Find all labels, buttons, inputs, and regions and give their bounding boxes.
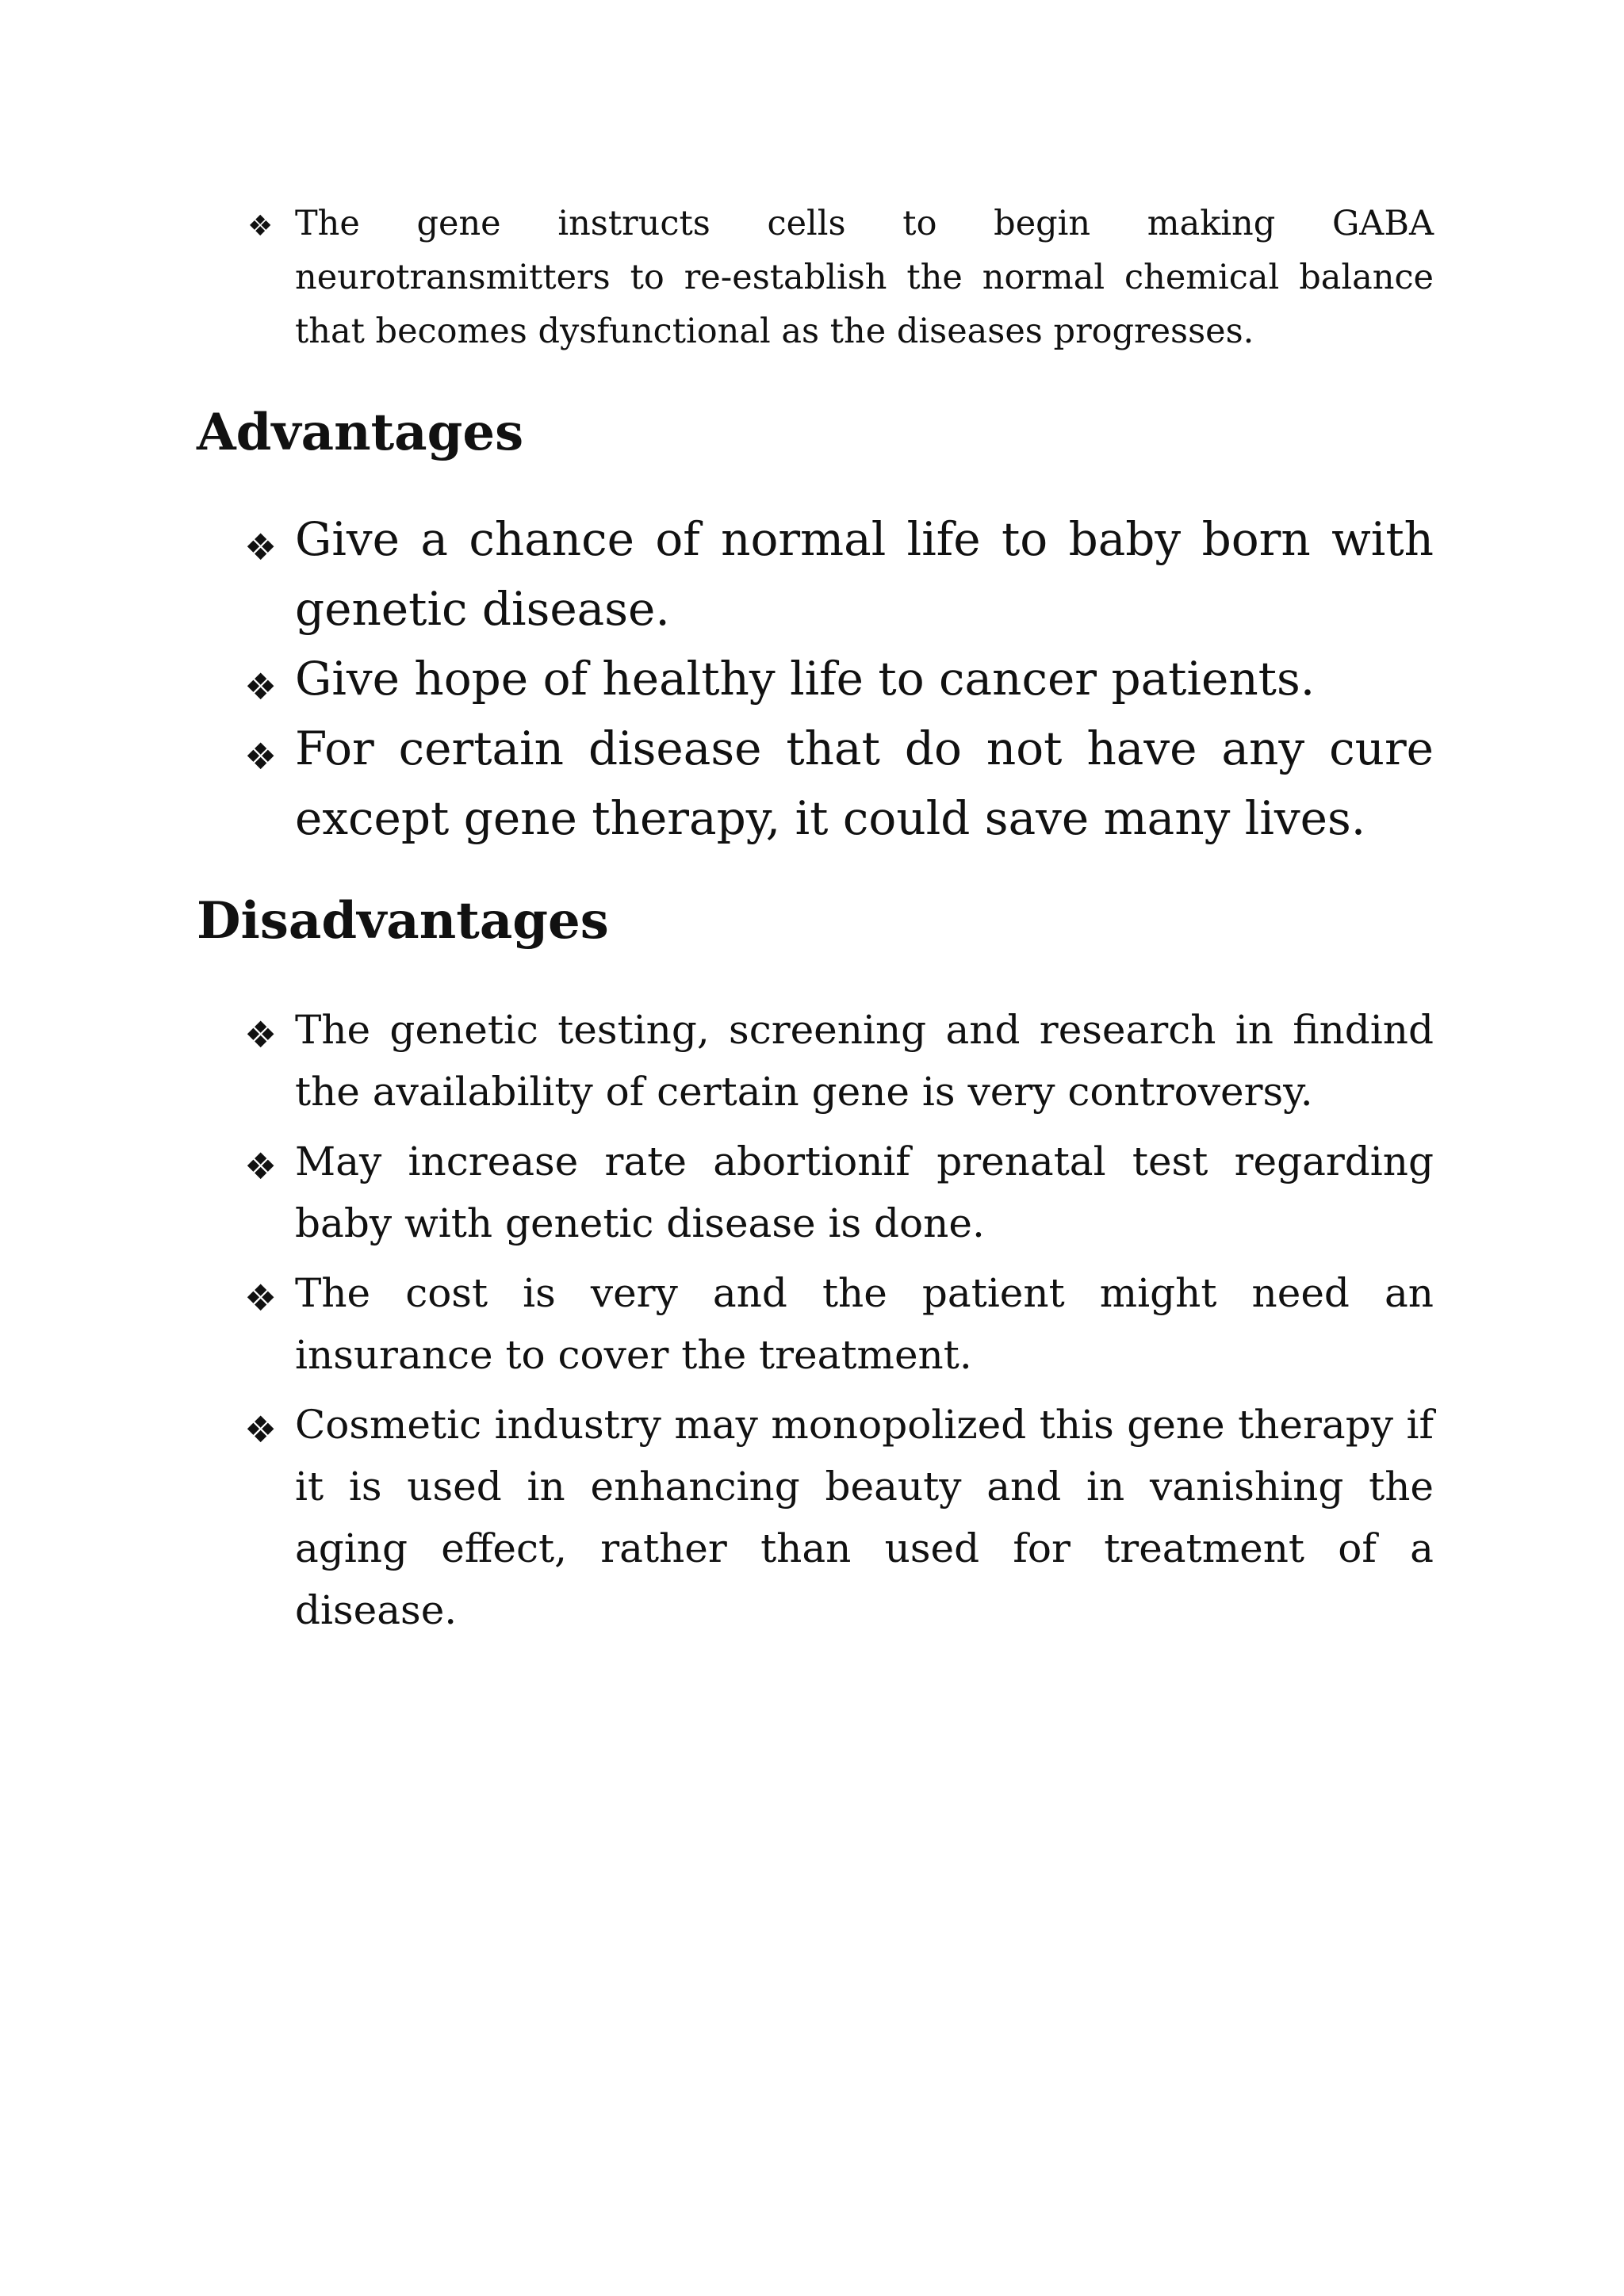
diamond-bullet-icon: ❖ <box>244 735 278 778</box>
list-item-text: May increase rate abortionif prenatal test regarding baby with genetic disease is done. <box>295 1138 1434 1246</box>
list-item-text: The cost is very and the patient might need an insurance to cover the treatment. <box>295 1270 1434 1378</box>
list-item <box>197 1131 1434 1254</box>
list-item <box>197 1394 1434 1641</box>
advantages-list <box>197 504 1434 853</box>
list-item <box>197 999 1434 1123</box>
list-item-text: For certain disease that do not have any cure except gene therapy, it could save many lives. <box>295 721 1434 845</box>
diamond-bullet-icon: ❖ <box>244 665 278 708</box>
list-item-text: The genetic testing, screening and research in findind the availability of certain gene is very controversy. <box>295 1007 1434 1115</box>
diamond-bullet-icon: ❖ <box>244 1145 278 1188</box>
list-item <box>197 714 1434 853</box>
list-item-text: Cosmetic industry may monopolized this gene therapy if it is used in enhancing beauty and in vanishing the aging effect, rather than used for treatment of a disease. <box>295 1402 1434 1633</box>
list-item-text: The gene instructs cells to begin making GABA neurotransmitters to re-establish the normal chemical balance that becomes dysfunctional as the diseases progresses. <box>295 204 1434 351</box>
diamond-bullet-icon: ❖ <box>244 1408 278 1451</box>
list-item-text: Give hope of healthy life to cancer patients. <box>295 652 1316 706</box>
diamond-bullet-icon: ❖ <box>244 1276 278 1319</box>
list-item <box>197 644 1434 714</box>
disadvantages-heading: Disadvantages <box>197 891 609 951</box>
disadvantages-list <box>197 999 1434 1641</box>
intro-list <box>197 197 1434 358</box>
page-content <box>197 197 1434 1649</box>
list-item <box>197 197 1434 358</box>
list-item <box>197 504 1434 644</box>
diamond-bullet-icon: ❖ <box>244 1013 278 1056</box>
diamond-bullet-icon: ❖ <box>247 210 274 243</box>
list-item-text: Give a chance of normal life to baby born with genetic disease. <box>295 512 1434 636</box>
diamond-bullet-icon: ❖ <box>244 526 278 568</box>
list-item <box>197 1262 1434 1386</box>
advantages-heading: Advantages <box>197 403 524 462</box>
